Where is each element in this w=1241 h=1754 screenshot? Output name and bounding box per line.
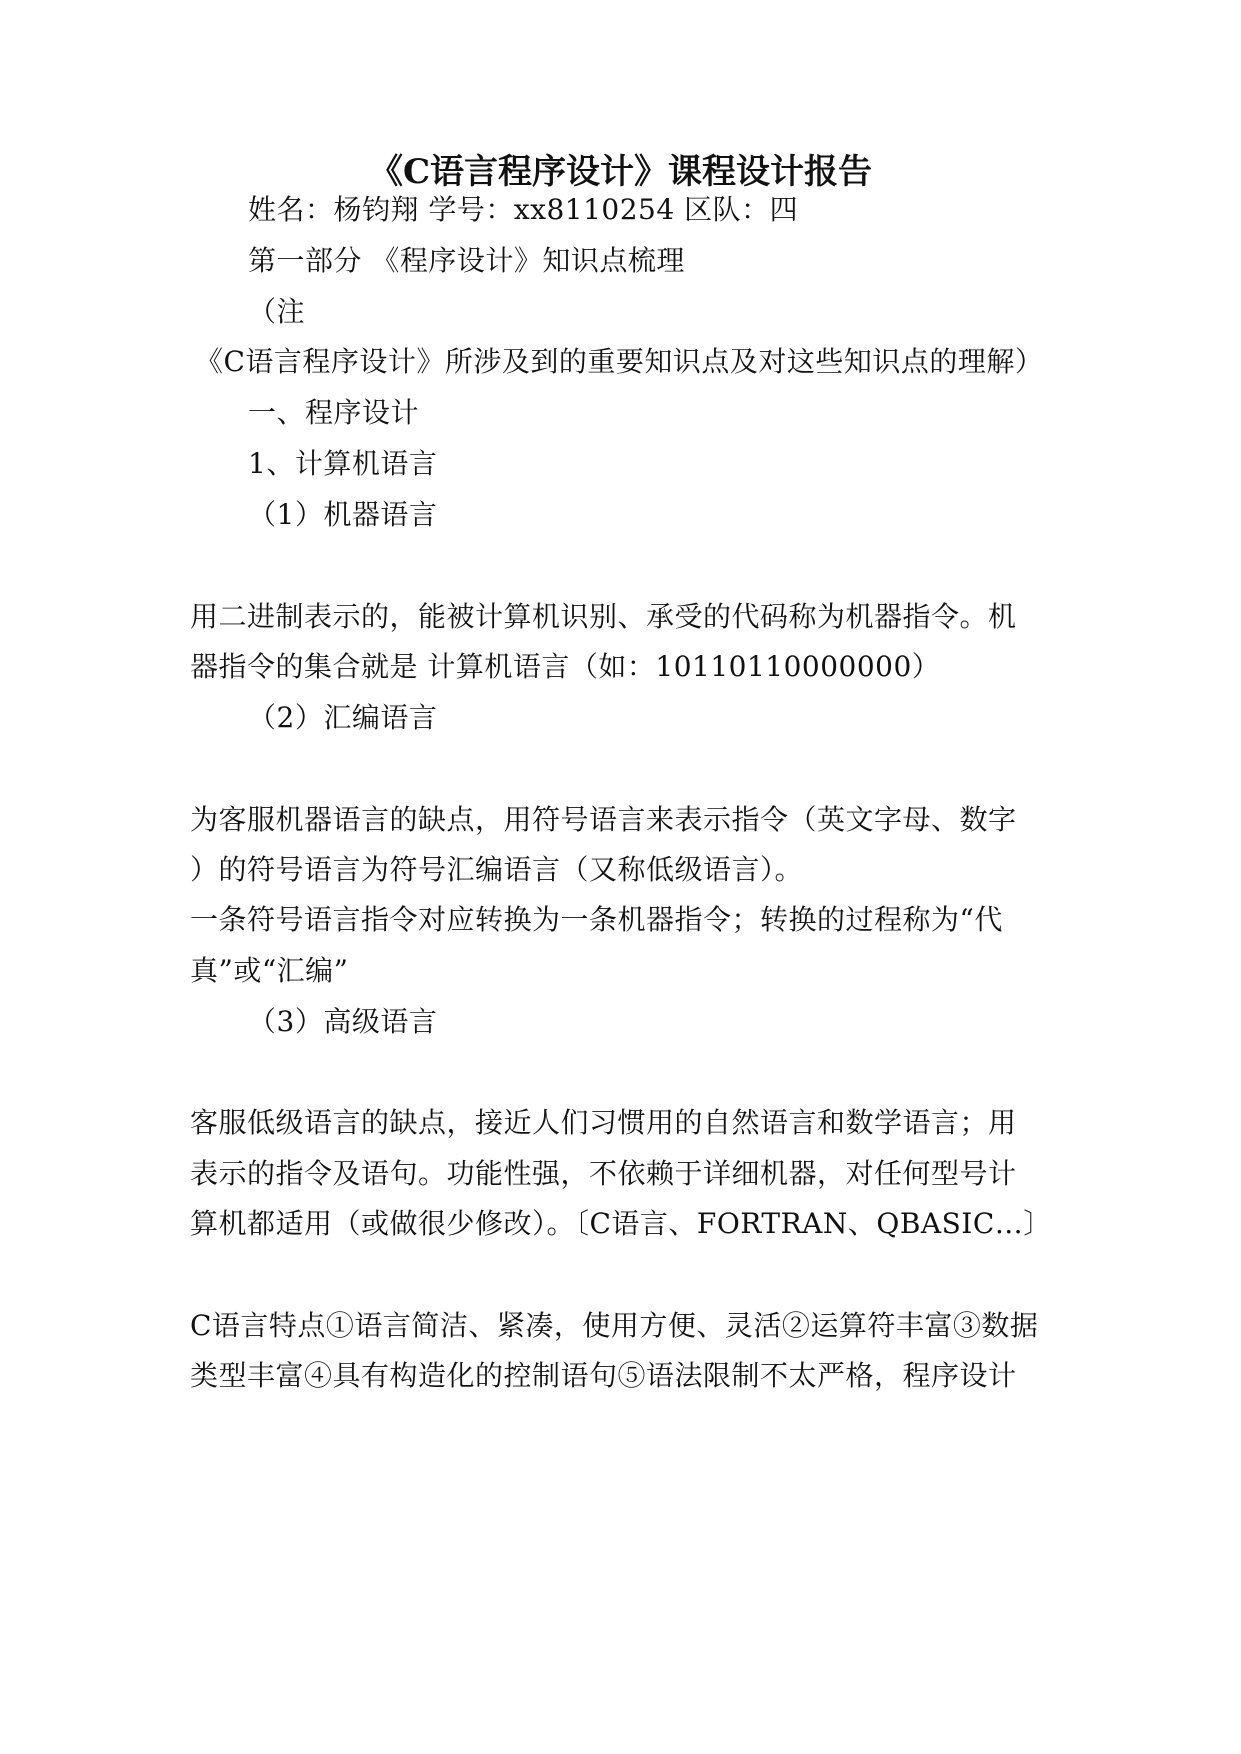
item-machine-language: （1）机器语言: [248, 498, 438, 531]
paragraph-line: ）的符号语言为符号汇编语言（又称低级语言）。: [190, 853, 804, 886]
document-title: 《C语言程序设计》课程设计报告: [368, 152, 873, 192]
paragraph-line: C语言特点①语言简洁、紧凑，使用方便、灵活②运算符丰富③数据: [190, 1309, 1039, 1342]
student-info-line: 姓名：杨钧翔 学号：xx8110254 区队：四: [248, 193, 799, 226]
paragraph-line: 算机都适用（或做很少修改）。〔C语言、FORTRAN、QBASIC…〕: [190, 1207, 1052, 1240]
paragraph-line: 客服低级语言的缺点，接近人们习惯用的自然语言和数学语言；用: [190, 1106, 1017, 1139]
paragraph-line: 类型丰富④具有构造化的控制语句⑤语法限制不太严格，程序设计: [190, 1359, 1017, 1392]
paragraph-line: 用二进制表示的，能被计算机识别、承受的代码称为机器指令。机: [190, 600, 1017, 633]
item-assembly-language: （2）汇编语言: [248, 701, 438, 734]
paragraph-line: 表示的指令及语句。功能性强，不依赖于详细机器，对任何型号计: [190, 1157, 1017, 1190]
paragraph-line: 为客服机器语言的缺点，用符号语言来表示指令（英文字母、数字: [190, 803, 1017, 836]
note-body-line: 《C语言程序设计》所涉及到的重要知识点及对这些知识点的理解）: [195, 345, 1044, 378]
paragraph-line: 一条符号语言指令对应转换为一条机器指令；转换的过程称为“代: [190, 903, 1003, 936]
paragraph-line: 真”或“汇编”: [190, 954, 349, 987]
paragraph-line: 器指令的集合就是 计算机语言（如：10110110000000）: [190, 650, 941, 683]
section-heading: 第一部分 《程序设计》知识点梳理: [248, 244, 685, 277]
note-open-line: （注: [248, 295, 306, 328]
item-high-level-language: （3）高级语言: [248, 1005, 438, 1038]
subheading-program-design: 一、程序设计: [248, 396, 420, 429]
subheading-computer-language: 1、计算机语言: [248, 447, 438, 480]
